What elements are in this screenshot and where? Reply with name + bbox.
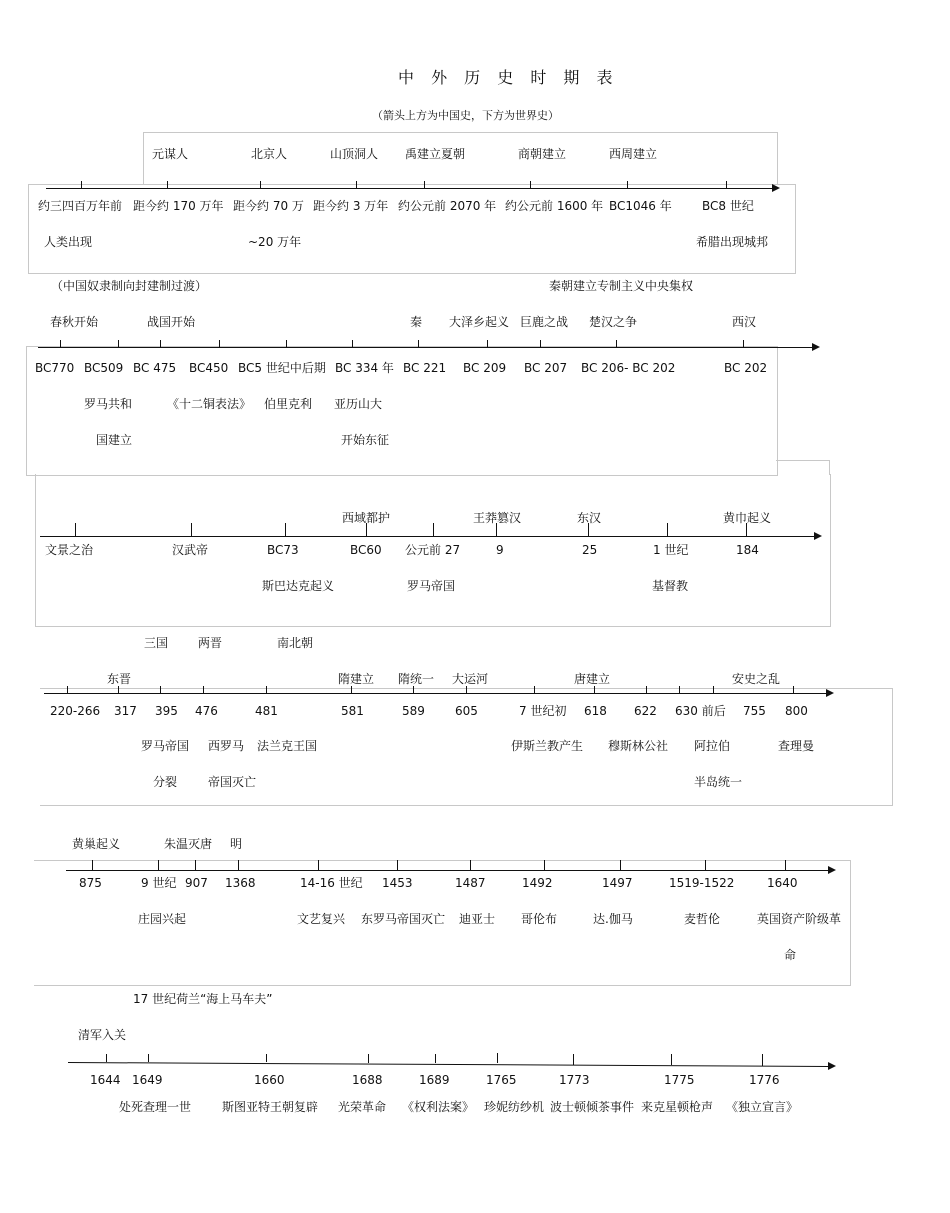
tick <box>418 340 419 347</box>
event-label: 楚汉之争 <box>589 315 638 329</box>
event-label: 禹建立夏朝 <box>405 147 466 161</box>
date-label: 476 <box>195 704 218 718</box>
row5-axis <box>66 870 828 871</box>
event-label: 朱温灭唐 <box>164 837 213 851</box>
world-event: 庄园兴起 <box>138 912 187 926</box>
row1-frame <box>28 184 796 274</box>
tick <box>266 686 267 693</box>
event-label: 清军入关 <box>78 1028 127 1042</box>
date-label: 184 <box>736 543 759 557</box>
tick <box>671 1054 672 1065</box>
tick <box>191 523 192 536</box>
tick <box>75 523 76 536</box>
tick <box>260 181 261 188</box>
row3-axis <box>40 536 814 537</box>
date-label: 25 <box>582 543 598 557</box>
world-event: 法兰克王国 <box>257 739 318 753</box>
date-label: 1773 <box>559 1073 590 1087</box>
tick <box>544 860 545 870</box>
row5-arrow <box>828 866 836 874</box>
event-label: 东汉 <box>577 511 602 525</box>
note: 秦朝建立专制主义中央集权 <box>549 279 694 293</box>
date-label: 1644 <box>90 1073 121 1087</box>
world-event: 波士顿倾茶事件 <box>550 1100 635 1114</box>
date-label: 公元前 27 <box>405 543 461 557</box>
date-label: 1765 <box>486 1073 517 1087</box>
tick <box>679 686 680 693</box>
date-label: 618 <box>584 704 607 718</box>
date-label: 距今约 70 万 <box>233 199 304 213</box>
tick <box>487 340 488 347</box>
row3-arrow <box>814 532 822 540</box>
date-label: 距今约 170 万年 <box>133 199 224 213</box>
tick <box>540 340 541 347</box>
world-event: 罗马帝国 <box>141 739 190 753</box>
world-event: 麦哲伦 <box>684 912 721 926</box>
tick <box>285 523 286 536</box>
date-label: BC73 <box>267 543 299 557</box>
row1-arrow <box>772 184 780 192</box>
event-label: 东晋 <box>107 672 132 686</box>
tick <box>286 340 287 347</box>
event-label: 秦 <box>410 315 423 329</box>
date-label: 7 世纪初 <box>519 704 567 718</box>
row3-frame-top <box>776 460 830 475</box>
tick <box>793 686 794 693</box>
tick <box>158 860 159 870</box>
date-label: 755 <box>743 704 766 718</box>
tick <box>713 686 714 693</box>
date-label: BC770 <box>35 361 75 375</box>
world-event: 《十二铜表法》 <box>167 397 252 411</box>
world-event: 帝国灭亡 <box>208 775 257 789</box>
note: （中国奴隶制向封建制过渡） <box>51 279 208 293</box>
date-label: 1689 <box>419 1073 450 1087</box>
tick <box>466 686 467 693</box>
tick <box>470 860 471 870</box>
tick <box>594 686 595 693</box>
date-label: 距今约 3 万年 <box>313 199 389 213</box>
date-label: 875 <box>79 876 102 890</box>
event-label: 春秋开始 <box>50 315 99 329</box>
tick <box>424 181 425 188</box>
tick <box>219 340 220 347</box>
date-label: 1487 <box>455 876 486 890</box>
tick <box>195 860 196 870</box>
date-label: 1688 <box>352 1073 383 1087</box>
event-label: 西周建立 <box>609 147 658 161</box>
date-label: 1640 <box>767 876 798 890</box>
tick <box>497 1053 498 1063</box>
world-event: 文艺复兴 <box>297 912 346 926</box>
tick <box>534 686 535 693</box>
date-label: BC450 <box>189 361 229 375</box>
world-event: 《独立宣言》 <box>726 1100 799 1114</box>
date-label: BC60 <box>350 543 382 557</box>
tick <box>368 1054 369 1063</box>
date-label: BC 209 <box>463 361 507 375</box>
date-label: 1 世纪 <box>653 543 689 557</box>
note: 三国 <box>144 636 169 650</box>
date-label: BC 206- BC 202 <box>581 361 676 375</box>
page-title: 中 外 历 史 时 期 表 <box>398 68 619 87</box>
date-label: 317 <box>114 704 137 718</box>
row2-axis <box>38 347 812 348</box>
world-event: 来克星顿枪声 <box>641 1100 714 1114</box>
world-event: 希腊出现城邦 <box>696 235 769 249</box>
world-event: 珍妮纺纱机 <box>484 1100 545 1114</box>
tick <box>352 340 353 347</box>
date-label: 14-16 世纪 <box>300 876 363 890</box>
world-event: 东罗马帝国灭亡 <box>361 912 446 926</box>
tick <box>435 1054 436 1063</box>
tick <box>148 1054 149 1062</box>
event-label: 巨鹿之战 <box>520 315 569 329</box>
date-label: 1649 <box>132 1073 163 1087</box>
date-label: 1775 <box>664 1073 695 1087</box>
tick <box>433 523 434 536</box>
date-label: BC5 世纪中后期 <box>238 361 326 375</box>
date-label: 1492 <box>522 876 553 890</box>
date-label: BC 221 <box>403 361 447 375</box>
date-label: 约公元前 2070 年 <box>398 199 497 213</box>
tick <box>318 860 319 870</box>
tick <box>530 181 531 188</box>
note: 南北朝 <box>277 636 314 650</box>
date-label: BC509 <box>84 361 124 375</box>
world-event: 基督教 <box>652 579 689 593</box>
date-label: 907 <box>185 876 208 890</box>
tick <box>705 860 706 870</box>
date-label: 约三四百万年前 <box>38 199 123 213</box>
world-event: 达.伽马 <box>593 912 633 926</box>
world-event: 英国资产阶级革 <box>757 912 842 926</box>
tick <box>160 686 161 693</box>
date-label: 1453 <box>382 876 413 890</box>
row4-axis <box>44 693 826 694</box>
tick <box>351 686 352 693</box>
date-label: BC 207 <box>524 361 568 375</box>
world-event: 斯巴达克起义 <box>262 579 335 593</box>
date-label: 395 <box>155 704 178 718</box>
world-event: 命 <box>784 948 797 962</box>
date-label: BC8 世纪 <box>702 199 754 213</box>
tick <box>118 340 119 347</box>
world-event: 迪亚士 <box>459 912 496 926</box>
world-event: 阿拉伯 <box>694 739 731 753</box>
tick <box>667 523 668 536</box>
world-event: 亚历山大 <box>334 397 383 411</box>
event-label: 王莽篡汉 <box>473 511 522 525</box>
date-label: 581 <box>341 704 364 718</box>
date-label: BC 334 年 <box>335 361 394 375</box>
world-event: 国建立 <box>96 433 133 447</box>
world-event: 处死查理一世 <box>119 1100 192 1114</box>
event-label: 西域都护 <box>342 511 391 525</box>
date-label: 1660 <box>254 1073 285 1087</box>
tick <box>238 860 239 870</box>
tick <box>203 686 204 693</box>
world-event: 光荣革命 <box>338 1100 387 1114</box>
date-label: 文景之治 <box>45 543 94 557</box>
tick <box>266 1054 267 1062</box>
world-event: 伯里克利 <box>264 397 313 411</box>
date-label: BC1046 年 <box>609 199 672 213</box>
note: 两晋 <box>198 636 223 650</box>
tick <box>92 860 93 870</box>
row6-axis <box>68 1062 828 1067</box>
tick <box>743 340 744 347</box>
date-label: 约公元前 1600 年 <box>505 199 604 213</box>
date-label: 605 <box>455 704 478 718</box>
world-event: 罗马共和 <box>84 397 133 411</box>
event-label: 隋统一 <box>398 672 435 686</box>
row2-arrow <box>812 343 820 351</box>
world-event: 半岛统一 <box>694 775 743 789</box>
tick <box>106 1054 107 1062</box>
date-label: 1519-1522 <box>669 876 735 890</box>
tick <box>762 1054 763 1066</box>
tick <box>646 686 647 693</box>
date-label: 589 <box>402 704 425 718</box>
tick <box>356 181 357 188</box>
date-label: 630 前后 <box>675 704 726 718</box>
tick <box>573 1054 574 1065</box>
date-label: 9 世纪 <box>141 876 177 890</box>
date-label: BC 202 <box>724 361 768 375</box>
event-label: 大泽乡起义 <box>449 315 510 329</box>
event-label: 大运河 <box>452 672 489 686</box>
date-label: 1497 <box>602 876 633 890</box>
date-label: 1776 <box>749 1073 780 1087</box>
event-label: 西汉 <box>732 315 757 329</box>
tick <box>413 686 414 693</box>
world-event: 伊斯兰教产生 <box>511 739 584 753</box>
tick <box>726 181 727 188</box>
world-event: 西罗马 <box>208 739 245 753</box>
date-label: BC 475 <box>133 361 177 375</box>
event-label: 山顶洞人 <box>330 147 379 161</box>
row4-arrow <box>826 689 834 697</box>
tick <box>118 686 119 693</box>
event-label: 明 <box>230 837 243 851</box>
world-event: 罗马帝国 <box>407 579 456 593</box>
tick <box>627 181 628 188</box>
tick <box>160 340 161 347</box>
page-subtitle: （箭头上方为中国史，下方为世界史） <box>372 109 559 122</box>
tick <box>785 860 786 870</box>
world-event: 人类出现 <box>44 235 93 249</box>
date-label: 481 <box>255 704 278 718</box>
tick <box>620 860 621 870</box>
tick <box>616 340 617 347</box>
date-label: 622 <box>634 704 657 718</box>
date-label: 220-266 <box>50 704 101 718</box>
event-label: 商朝建立 <box>518 147 567 161</box>
event-label: 北京人 <box>251 147 288 161</box>
world-event: 开始东征 <box>341 433 390 447</box>
note: 17 世纪荷兰“海上马车夫” <box>133 992 273 1006</box>
world-event: 查理曼 <box>778 739 815 753</box>
tick <box>167 181 168 188</box>
event-label: 黄巢起义 <box>72 837 121 851</box>
tick <box>60 340 61 347</box>
tick <box>81 181 82 188</box>
date-label: 800 <box>785 704 808 718</box>
world-event: 分裂 <box>153 775 178 789</box>
tick <box>67 686 68 693</box>
row6-arrow <box>828 1062 836 1070</box>
world-event: 哥伦布 <box>521 912 558 926</box>
event-label: 隋建立 <box>338 672 375 686</box>
event-label: 安史之乱 <box>732 672 781 686</box>
date-label: 9 <box>496 543 504 557</box>
event-label: 黄巾起义 <box>723 511 772 525</box>
event-label: 元谋人 <box>152 147 189 161</box>
row1-axis <box>46 188 772 189</box>
world-event: 穆斯林公社 <box>608 739 669 753</box>
world-event: 斯图亚特王朝复辟 <box>222 1100 319 1114</box>
date-label: 1368 <box>225 876 256 890</box>
date-label: 汉武帝 <box>172 543 209 557</box>
event-label: 战国开始 <box>147 315 196 329</box>
tick <box>397 860 398 870</box>
world-event: ~20 万年 <box>248 235 302 249</box>
event-label: 唐建立 <box>574 672 611 686</box>
world-event: 《权利法案》 <box>402 1100 475 1114</box>
